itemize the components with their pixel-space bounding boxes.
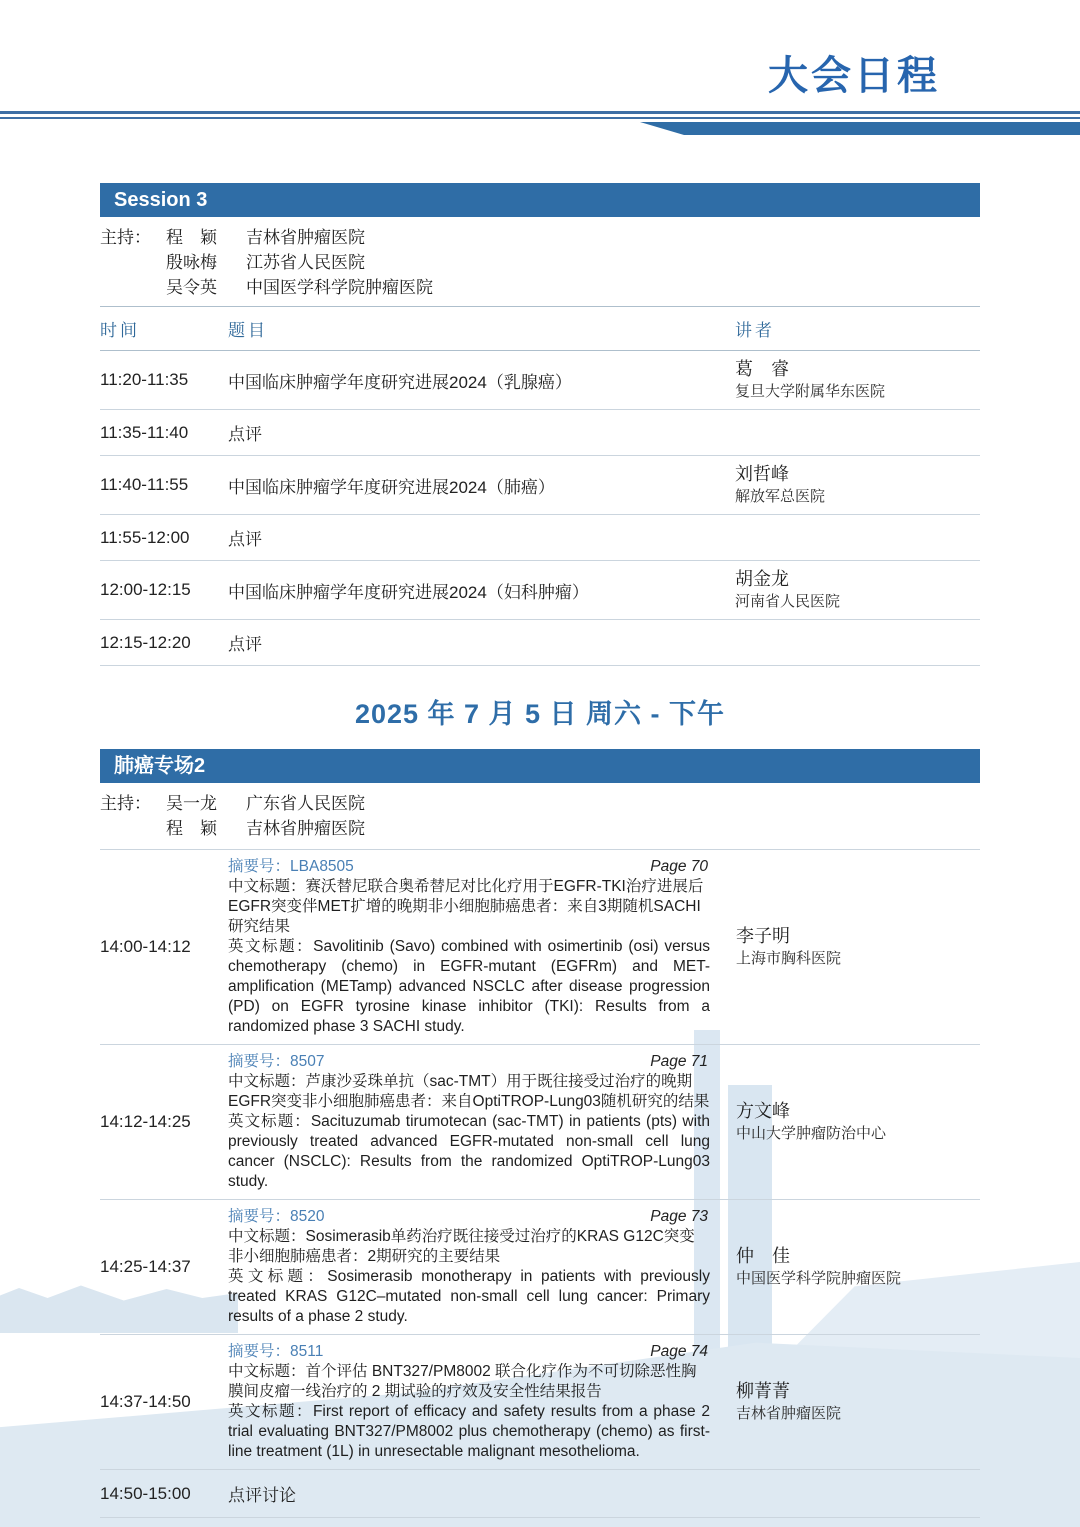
en-title: Sosimerasib monotherapy in patients with previously treated KRAS G12C–mutated non-small cell lung cancer: Primary results of a phase 2 study. [228, 1268, 710, 1325]
abstract-row [100, 1200, 980, 1335]
chair-label: 主持： [100, 794, 151, 813]
speaker-name: 胡金龙 [735, 569, 789, 589]
abstract-number: LBA8505 [290, 858, 354, 875]
header-rule-bottom [0, 117, 1080, 119]
session3-section [100, 183, 980, 666]
en-title: Sacituzumab tirumotecan (sac-TMT) in patients (pts) with previously treated advanced EGFR-mutated non-small cell lung cancer (NSCLC): Results from the randomized OptiTROP-Lung03 study. [228, 1113, 710, 1190]
page-ref: Page 73 [650, 1208, 708, 1225]
table-row [100, 410, 980, 456]
en-title-block [228, 1402, 710, 1462]
lung2-header-bar [100, 749, 980, 783]
date-heading: 2025 年 7 月 5 日 周六 - 下午 [354, 699, 726, 729]
chair-row [166, 275, 433, 300]
en-title-label: 英文标题： [228, 1403, 313, 1420]
cn-title-block [228, 877, 710, 937]
chair-affiliation: 广东省人民医院 [246, 794, 365, 813]
abstract-row [100, 1045, 980, 1200]
abstract-id [228, 1207, 325, 1227]
cell-speaker [710, 924, 980, 970]
cn-title: 首个评估 BNT327/PM8002 联合化疗作为不可切除恶性胸膜间皮瘤一线治疗的 2 期试验的疗效及安全性结果报告 [228, 1363, 697, 1400]
page-ref: Page 70 [650, 858, 708, 875]
abstract-id-label: 摘要号： [228, 1208, 291, 1225]
speaker-name: 葛 睿 [735, 359, 789, 379]
cell-topic: 点评 [228, 425, 262, 444]
cn-title-label: 中文标题： [228, 878, 306, 895]
chair-row [166, 791, 365, 816]
abstract-head [228, 1207, 710, 1227]
speaker-affiliation: 中国医学科学院肿瘤医院 [736, 1270, 902, 1287]
table-row [100, 1470, 980, 1518]
chair-row [166, 250, 433, 275]
cell-time: 14:37-14:50 [100, 1392, 191, 1411]
abstract-id [228, 857, 354, 877]
cell-speaker [710, 1099, 980, 1145]
lung2-title: 肺癌专场2 [114, 755, 206, 777]
page-ref: Page 71 [650, 1053, 708, 1070]
chair-list [166, 791, 365, 841]
cell-speaker [710, 1244, 980, 1290]
en-title-block [228, 1112, 710, 1192]
page-title: 大会日程 [768, 54, 940, 98]
cell-speaker [710, 1379, 980, 1425]
chair-row [166, 225, 433, 250]
en-title-block [228, 937, 710, 1037]
cell-topic: 点评 [228, 635, 262, 654]
abstract-head [228, 1342, 710, 1362]
abstract-head [228, 1052, 710, 1072]
cell-topic: 点评 [228, 530, 262, 549]
en-title-label: 英文标题： [228, 938, 314, 955]
lung2-section [100, 749, 980, 1518]
abstract-number: 8520 [290, 1208, 325, 1225]
chair-row [166, 816, 365, 841]
col-header-speaker: 讲者 [735, 321, 775, 340]
speaker-name: 刘哲峰 [735, 464, 789, 484]
abstract-number: 8511 [290, 1343, 324, 1360]
cell-topic: 中国临床肿瘤学年度研究进展2024（妇科肿瘤） [228, 582, 589, 602]
chair-affiliation: 中国医学科学院肿瘤医院 [246, 278, 433, 297]
chair-affiliation: 吉林省肿瘤医院 [246, 819, 365, 838]
cell-time: 11:55-12:00 [100, 527, 190, 547]
table-row [100, 515, 980, 561]
chair-label: 主持： [100, 228, 151, 247]
lung2-chairs [100, 791, 980, 841]
abstract-row [100, 850, 980, 1045]
en-title-label: 英文标题： [228, 1113, 311, 1130]
cn-title-label: 中文标题： [228, 1363, 306, 1380]
abstract-id [228, 1342, 323, 1362]
speaker-affiliation: 中山大学肿瘤防治中心 [736, 1125, 887, 1142]
speaker-name: 仲 佳 [736, 1246, 790, 1266]
abstract-cell [228, 857, 710, 1037]
cell-topic: 中国临床肿瘤学年度研究进展2024（肺癌） [228, 477, 555, 497]
session3-chairs [100, 225, 980, 300]
chair-affiliation: 吉林省肿瘤医院 [246, 228, 365, 247]
cn-title-label: 中文标题： [228, 1228, 306, 1245]
chair-name: 程 颖 [166, 819, 217, 838]
table-row [100, 351, 980, 410]
table-header-row [100, 306, 980, 351]
abstract-number: 8507 [290, 1053, 325, 1070]
abstract-cell [228, 1052, 710, 1192]
col-header-time: 时间 [100, 321, 140, 340]
cell-speaker [735, 567, 980, 613]
cn-title: 芦康沙妥珠单抗（sac-TMT）用于既往接受过治疗的晚期EGFR突变非小细胞肺癌患者：来自OptiTROP-Lung03随机研究的结果 [228, 1073, 710, 1110]
table-row [100, 456, 980, 515]
col-header-topic: 题目 [228, 321, 268, 340]
cell-time: 14:25-14:37 [100, 1257, 191, 1276]
speaker-name: 李子明 [736, 926, 790, 946]
cell-time: 11:20-11:35 [100, 370, 189, 389]
chair-name: 殷咏梅 [166, 253, 217, 272]
abstract-id-label: 摘要号： [228, 858, 291, 875]
speaker-name: 柳菁菁 [736, 1381, 790, 1401]
abstract-id-label: 摘要号： [228, 1053, 291, 1070]
table-row [100, 620, 980, 666]
cell-time: 11:35-11:40 [100, 422, 189, 442]
cn-title: 赛沃替尼联合奥希替尼对比化疗用于EGFR-TKI治疗进展后EGFR突变伴MET扩增的晚期非小细胞肺癌患者：来自3期随机SACHI研究结果 [228, 878, 704, 935]
speaker-affiliation: 上海市胸科医院 [736, 950, 842, 967]
chair-name: 程 颖 [166, 228, 217, 247]
abstract-cell [228, 1207, 710, 1327]
speaker-affiliation: 河南省人民医院 [735, 593, 841, 610]
table-row [100, 561, 980, 620]
cell-time: 12:15-12:20 [100, 632, 191, 652]
en-title: First report of efficacy and safety results from a phase 2 trial evaluating BNT327/PM8002 plus chemotherapy (chemo) as first-line treatment (1L) in unresectable malignant mesothelioma. [228, 1403, 710, 1460]
header-accent-bar [640, 122, 1080, 135]
speaker-affiliation: 解放军总医院 [735, 488, 826, 505]
session3-title: Session 3 [114, 189, 208, 211]
abstract-head [228, 857, 710, 877]
cell-speaker [735, 462, 980, 508]
chair-name: 吴令英 [166, 278, 217, 297]
cell-topic: 中国临床肿瘤学年度研究进展2024（乳腺癌） [228, 372, 572, 392]
abstract-id [228, 1052, 325, 1072]
page-ref: Page 74 [650, 1343, 708, 1360]
cn-title-block [228, 1227, 710, 1267]
abstract-table [100, 849, 980, 1518]
page-header [0, 0, 1080, 135]
cell-speaker [735, 357, 980, 403]
en-title: Savolitinib (Savo) combined with osimertinib (osi) versus chemotherapy (chemo) in EGFR-mutant (EGFRm) and MET-amplification (METamp) advanced NSCLC after disease progression (PD) on EGFR tyrosine kinase inhibitor (TKI): Results from a randomized phase 3 SACHI study. [228, 938, 710, 1035]
speaker-affiliation: 吉林省肿瘤医院 [736, 1405, 842, 1422]
cn-title-label: 中文标题： [228, 1073, 306, 1090]
cell-topic: 点评讨论 [228, 1486, 296, 1505]
speaker-affiliation: 复旦大学附属华东医院 [735, 383, 886, 400]
abstract-cell [228, 1342, 710, 1462]
abstract-id-label: 摘要号： [228, 1343, 291, 1360]
cell-time: 11:40-11:55 [100, 475, 189, 494]
chair-list [166, 225, 433, 300]
cell-time: 14:12-14:25 [100, 1112, 191, 1131]
chair-affiliation: 江苏省人民医院 [246, 253, 365, 272]
session3-table [100, 306, 980, 666]
cell-time: 12:00-12:15 [100, 580, 191, 599]
cell-time: 14:50-15:00 [100, 1483, 191, 1503]
en-title-block [228, 1267, 710, 1327]
cn-title-block [228, 1072, 710, 1112]
header-rule-top [0, 111, 1080, 114]
abstract-row [100, 1335, 980, 1470]
chair-name: 吴一龙 [166, 794, 217, 813]
cell-time: 14:00-14:12 [100, 937, 191, 956]
en-title-label: 英文标题： [228, 1268, 328, 1285]
cn-title: Sosimerasib单药治疗既往接受过治疗的KRAS G12C突变非小细胞肺癌患者：2期研究的主要结果 [228, 1228, 695, 1265]
session3-header-bar [100, 183, 980, 217]
cn-title-block [228, 1362, 710, 1402]
speaker-name: 方文峰 [736, 1101, 790, 1121]
